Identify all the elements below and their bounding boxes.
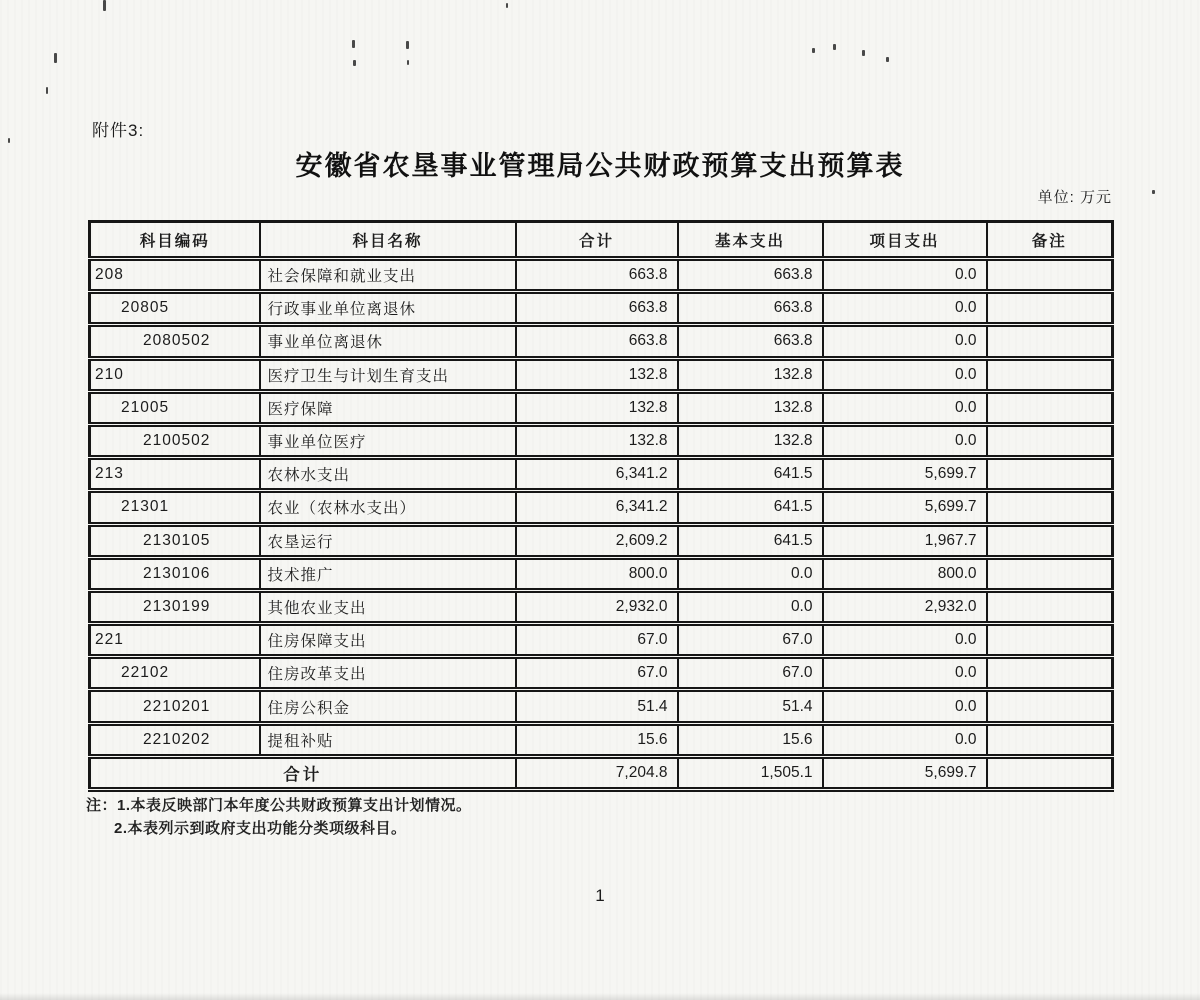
scan-speck <box>353 60 356 66</box>
cell-subject-code: 2100502 <box>90 424 260 457</box>
cell-total: 663.8 <box>516 325 678 358</box>
cell-remarks <box>987 690 1113 723</box>
cell-subject-name: 农业（农林水支出） <box>260 491 516 524</box>
table-row <box>90 557 1113 590</box>
col-header-subject-code: 科目编码 <box>90 222 260 259</box>
cell-basic-expenditure: 641.5 <box>678 491 823 524</box>
cell-subject-code: 21005 <box>90 391 260 424</box>
table-row <box>90 259 1113 292</box>
cell-subject-code: 20805 <box>90 292 260 325</box>
cell-total: 67.0 <box>516 657 678 690</box>
scan-speck <box>46 87 48 94</box>
scan-speck <box>1152 190 1155 194</box>
cell-project-expenditure: 5,699.7 <box>823 756 987 789</box>
cell-subject-name: 其他农业支出 <box>260 590 516 623</box>
table-total-row <box>90 756 1113 789</box>
cell-total: 663.8 <box>516 292 678 325</box>
cell-subject-code: 221 <box>90 624 260 657</box>
cell-subject-code: 2130106 <box>90 557 260 590</box>
cell-total: 132.8 <box>516 358 678 391</box>
cell-basic-expenditure: 0.0 <box>678 590 823 623</box>
cell-remarks <box>987 557 1113 590</box>
cell-subject-code: 22102 <box>90 657 260 690</box>
cell-basic-expenditure: 641.5 <box>678 524 823 557</box>
table-row <box>90 292 1113 325</box>
table-row <box>90 391 1113 424</box>
cell-project-expenditure: 5,699.7 <box>823 491 987 524</box>
cell-total: 7,204.8 <box>516 756 678 789</box>
notes-prefix: 注： <box>86 797 118 814</box>
cell-project-expenditure: 0.0 <box>823 424 987 457</box>
cell-basic-expenditure: 51.4 <box>678 690 823 723</box>
cell-total: 800.0 <box>516 557 678 590</box>
note-line-2 <box>86 817 472 840</box>
cell-basic-expenditure: 132.8 <box>678 424 823 457</box>
table-row <box>90 358 1113 391</box>
scan-speck <box>886 57 889 62</box>
unit-label: 单位: 万元 <box>1037 189 1112 206</box>
scan-speck <box>833 44 836 50</box>
cell-basic-expenditure: 132.8 <box>678 358 823 391</box>
col-header-subject-name: 科目名称 <box>260 222 516 259</box>
cell-project-expenditure: 0.0 <box>823 358 987 391</box>
cell-project-expenditure: 0.0 <box>823 690 987 723</box>
cell-subject-name: 技术推广 <box>260 557 516 590</box>
cell-basic-expenditure: 67.0 <box>678 657 823 690</box>
col-header-project-expenditure: 项目支出 <box>823 222 987 259</box>
cell-total: 51.4 <box>516 690 678 723</box>
cell-total: 15.6 <box>516 723 678 756</box>
cell-project-expenditure: 0.0 <box>823 325 987 358</box>
scan-speck <box>812 48 815 53</box>
cell-subject-code: 21301 <box>90 491 260 524</box>
cell-remarks <box>987 624 1113 657</box>
scan-speck <box>406 41 409 49</box>
cell-project-expenditure: 0.0 <box>823 657 987 690</box>
table-row <box>90 524 1113 557</box>
table-row <box>90 657 1113 690</box>
cell-basic-expenditure: 663.8 <box>678 325 823 358</box>
table-header-row <box>90 222 1113 259</box>
cell-project-expenditure: 1,967.7 <box>823 524 987 557</box>
page-title: 安徽省农垦事业管理局公共财政预算支出预算表 <box>295 151 905 181</box>
cell-remarks <box>987 325 1113 358</box>
scan-speck <box>407 60 409 65</box>
scan-speck <box>352 40 355 48</box>
cell-total: 663.8 <box>516 259 678 292</box>
table-row <box>90 458 1113 491</box>
budget-table-body <box>90 259 1113 790</box>
cell-remarks <box>987 657 1113 690</box>
cell-total: 6,341.2 <box>516 458 678 491</box>
table-row <box>90 325 1113 358</box>
note-text-2: 2.本表列示到政府支出功能分类项级科目。 <box>114 820 407 837</box>
cell-subject-name: 住房公积金 <box>260 690 516 723</box>
cell-subject-name: 住房改革支出 <box>260 657 516 690</box>
cell-subject-name: 社会保障和就业支出 <box>260 259 516 292</box>
cell-subject-name: 医疗卫生与计划生育支出 <box>260 358 516 391</box>
cell-project-expenditure: 0.0 <box>823 624 987 657</box>
cell-subject-name: 住房保障支出 <box>260 624 516 657</box>
col-header-total: 合计 <box>516 222 678 259</box>
cell-total: 132.8 <box>516 391 678 424</box>
cell-basic-expenditure: 663.8 <box>678 259 823 292</box>
note-line-1 <box>86 794 472 817</box>
cell-basic-expenditure: 67.0 <box>678 624 823 657</box>
cell-basic-expenditure: 15.6 <box>678 723 823 756</box>
scan-speck <box>54 53 57 63</box>
cell-remarks <box>987 723 1113 756</box>
cell-remarks <box>987 590 1113 623</box>
cell-project-expenditure: 800.0 <box>823 557 987 590</box>
cell-project-expenditure: 0.0 <box>823 391 987 424</box>
cell-remarks <box>987 756 1113 789</box>
cell-remarks <box>987 259 1113 292</box>
cell-total: 2,609.2 <box>516 524 678 557</box>
scan-edge-shadow <box>0 993 1200 1000</box>
cell-basic-expenditure: 1,505.1 <box>678 756 823 789</box>
col-header-basic-expenditure: 基本支出 <box>678 222 823 259</box>
cell-remarks <box>987 491 1113 524</box>
cell-subject-name: 医疗保障 <box>260 391 516 424</box>
cell-subject-code: 2210202 <box>90 723 260 756</box>
cell-subject-name: 事业单位离退休 <box>260 325 516 358</box>
cell-total: 2,932.0 <box>516 590 678 623</box>
cell-project-expenditure: 0.0 <box>823 259 987 292</box>
cell-subject-name: 行政事业单位离退休 <box>260 292 516 325</box>
cell-total: 6,341.2 <box>516 491 678 524</box>
note-text-1: 1.本表反映部门本年度公共财政预算支出计划情况。 <box>117 797 472 814</box>
cell-subject-code: 213 <box>90 458 260 491</box>
attachment-label: 附件3: <box>92 121 145 140</box>
cell-subject-code: 2210201 <box>90 690 260 723</box>
table-notes <box>86 794 472 840</box>
cell-total: 132.8 <box>516 424 678 457</box>
cell-project-expenditure: 0.0 <box>823 723 987 756</box>
table-row <box>90 624 1113 657</box>
budget-table <box>88 220 1114 792</box>
cell-remarks <box>987 358 1113 391</box>
page-number: 1 <box>595 886 605 905</box>
scan-speck <box>103 0 106 11</box>
cell-subject-code: 2130105 <box>90 524 260 557</box>
cell-basic-expenditure: 132.8 <box>678 391 823 424</box>
cell-subject-code: 2130199 <box>90 590 260 623</box>
cell-basic-expenditure: 663.8 <box>678 292 823 325</box>
table-row <box>90 491 1113 524</box>
cell-subject-code: 2080502 <box>90 325 260 358</box>
col-header-remarks: 备注 <box>987 222 1113 259</box>
cell-remarks <box>987 391 1113 424</box>
table-row <box>90 690 1113 723</box>
cell-total: 67.0 <box>516 624 678 657</box>
cell-subject-name: 事业单位医疗 <box>260 424 516 457</box>
scan-speck <box>8 138 10 143</box>
cell-basic-expenditure: 641.5 <box>678 458 823 491</box>
cell-project-expenditure: 0.0 <box>823 292 987 325</box>
table-row <box>90 590 1113 623</box>
cell-subject-name: 农垦运行 <box>260 524 516 557</box>
table-row <box>90 424 1113 457</box>
cell-remarks <box>987 524 1113 557</box>
cell-subject-name: 农林水支出 <box>260 458 516 491</box>
cell-project-expenditure: 2,932.0 <box>823 590 987 623</box>
cell-basic-expenditure: 0.0 <box>678 557 823 590</box>
cell-project-expenditure: 5,699.7 <box>823 458 987 491</box>
scan-speck <box>506 3 508 8</box>
cell-remarks <box>987 458 1113 491</box>
cell-subject-name: 提租补贴 <box>260 723 516 756</box>
cell-subject-code: 210 <box>90 358 260 391</box>
cell-subject-code: 208 <box>90 259 260 292</box>
cell-remarks <box>987 424 1113 457</box>
scan-speck <box>862 50 865 56</box>
cell-total-label: 合计 <box>90 756 516 789</box>
table-row <box>90 723 1113 756</box>
cell-remarks <box>987 292 1113 325</box>
